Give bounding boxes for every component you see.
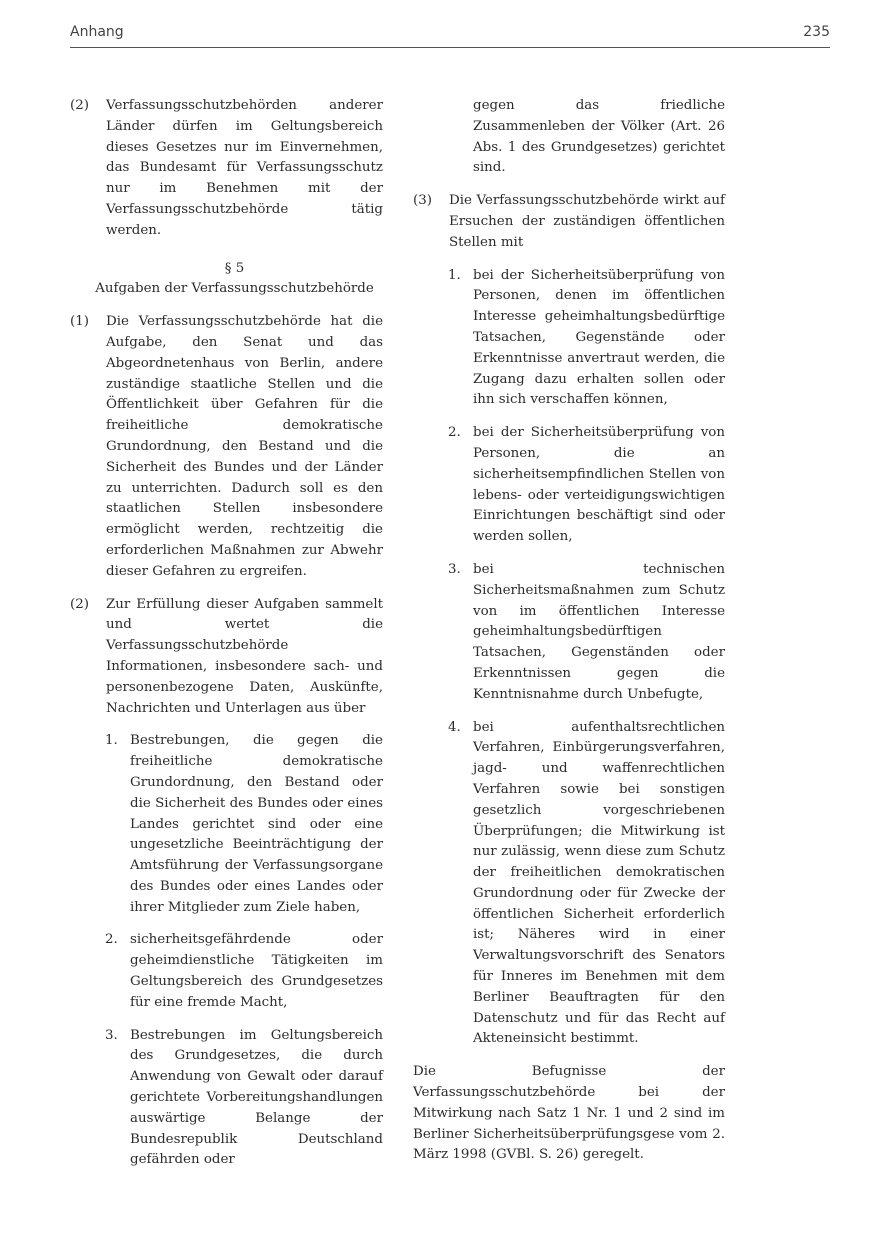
list-item xyxy=(105,731,383,918)
paragraph-number: (2) xyxy=(70,98,89,113)
closing-paragraph xyxy=(413,1062,725,1166)
paragraph-2-previous xyxy=(70,96,383,242)
list-item-number: 1. xyxy=(448,267,461,283)
page-header xyxy=(70,22,830,48)
list-item-number: 4. xyxy=(448,719,461,735)
paragraph-1 xyxy=(70,312,383,582)
paragraph-number: (1) xyxy=(70,314,89,330)
paragraph-text: Verfassungsschutzbehörden anderer Länder dürfen im Geltungsbereich dieses Gesetzes nur im Einvernehmen, das Bundesamt für Verfassungsschutz nur im Benehmen mit der Verfassungsschutzbehörde tätig werden. xyxy=(106,98,383,238)
paragraph-text: Die Verfassungsschutzbehörde hat die Aufgabe, den Senat und das Abgeordnetenhaus von Berlin, andere zuständige staatliche Stellen und die Öffentlichkeit über Gefahren für die freiheitliche demokratische Grundordnung, den Bestand und die Sicherheit des Bundes und der Länder zu unterrichten. Dadurch soll es den staatlichen Stellen insbesondere ermöglicht werden, rechtzeitig die erforderlichen Maßnahmen zur Abwehr dieser Gefahren zu ergreifen. xyxy=(106,314,383,579)
list-item xyxy=(448,718,725,1051)
list-item-number: 3. xyxy=(105,1027,118,1043)
list-item xyxy=(448,423,725,548)
list-item xyxy=(448,266,725,412)
paragraph-3 xyxy=(413,191,725,253)
closing-text: Die Befugnisse der Verfassungsschutzbehörde bei der Mitwirkung nach Satz 1 Nr. 1 und 2 sind im Berliner Sicherheitsüberprüfungsgese vom 2. März 1998 (GVBl. S. 26) geregelt. xyxy=(413,1064,725,1163)
list-item-text: bei aufenthaltsrechtlichen Verfahren, Einbürgerungsverfahren, jagd- und waffenrechtlichen Verfahren sowie bei sonstigen gesetzlich vorgeschriebenen Überprüfungen; die Mitwirkung ist nur zulässig, wenn diese zum Schutz der freiheitlichen demokratischen Grundordnung oder für Zwecke der öffentlichen Sicherheit erforderlich ist; Näheres wird in einer Verwaltungsvorschrift des Senators für Inneres im Benehmen mit dem Berliner Beauftragten für den Datenschutz und für das Recht auf Akteneinsicht bestimmt. xyxy=(473,719,725,1047)
list-item-text: bei der Sicherheitsüberprüfung von Personen, denen im öffentlichen Interesse geheimhaltungsbedürftige Tatsachen, Gegenstände oder Erkenntnisse anvertraut werden, die Zugang dazu erhalten sollen oder ihn sich verschaffen können, xyxy=(473,267,725,408)
paragraph-2-list xyxy=(70,731,383,1171)
right-column xyxy=(413,96,725,1166)
list-item-text: bei technischen Sicherheitsmaßnahmen zum Schutz von im öffentlichen Interesse geheimhaltungsbedürftigen Tatsachen, Gegenständen oder Erkenntnissen gegen die Kenntnisnahme durch Unbefugte, xyxy=(473,561,725,702)
list-item-text: Bestrebungen im Geltungsbereich des Grundgesetzes, die durch Anwendung von Gewalt oder darauf gerichtete Vorbereitungshandlungen auswärtige Belange der Bundesrepublik Deutschland gefährden oder xyxy=(130,1027,383,1168)
list-item-text: sicherheitsgefährdende oder geheimdienstliche Tätigkeiten im Geltungsbereich des Grundgesetzes für eine fremde Macht, xyxy=(130,932,383,1010)
list-item xyxy=(448,560,725,706)
paragraph-3-list xyxy=(413,266,725,1051)
section-title: Aufgaben der Verfassungsschutzbehörde xyxy=(95,281,374,297)
list-item xyxy=(105,930,383,1013)
list-item-text: gegen das friedliche Zusammenleben der Völker (Art. 26 Abs. 1 des Grundgesetzes) gerichtet sind. xyxy=(473,98,725,176)
list-item-continued xyxy=(413,96,725,179)
left-column xyxy=(70,96,383,1171)
section-heading xyxy=(70,259,383,301)
paragraph-text: Zur Erfüllung dieser Aufgaben sammelt und wertet die Verfassungsschutzbehörde Informationen, insbesondere sach- und personenbezogene Daten, Auskünfte, Nachrichten und Unterlagen aus über xyxy=(106,596,383,716)
paragraph-number: (2) xyxy=(70,596,89,612)
list-item-number: 1. xyxy=(105,733,118,749)
list-item-number: 2. xyxy=(105,932,118,948)
list-item-number: 2. xyxy=(448,425,461,441)
paragraph-2 xyxy=(70,595,383,720)
section-number: § 5 xyxy=(224,260,245,276)
list-item-text: bei der Sicherheitsüberprüfung von Personen, die an sicherheitsempfindlichen Stellen von lebens- oder verteidigungswichtigen Einrichtungen beschäftigt sind oder werden sollen, xyxy=(473,425,725,545)
page-number: 235 xyxy=(803,24,830,40)
list-item-text: Bestrebungen, die gegen die freiheitliche demokratische Grundordnung, den Bestand oder die Sicherheit des Bundes oder eines Landes gerichtet sind oder eine ungesetzliche Beeinträchtigung der Amtsführung der Verfassungsorgane des Bundes oder eines Landes oder ihrer Mitglieder zum Ziele haben, xyxy=(130,733,383,915)
list-item-number: 3. xyxy=(448,561,461,577)
paragraph-text: Die Verfassungsschutzbehörde wirkt auf Ersuchen der zuständigen öffentlichen Stellen mit xyxy=(449,193,725,250)
list-item xyxy=(105,1026,383,1172)
running-head: Anhang xyxy=(70,24,124,40)
paragraph-number: (3) xyxy=(413,193,432,209)
